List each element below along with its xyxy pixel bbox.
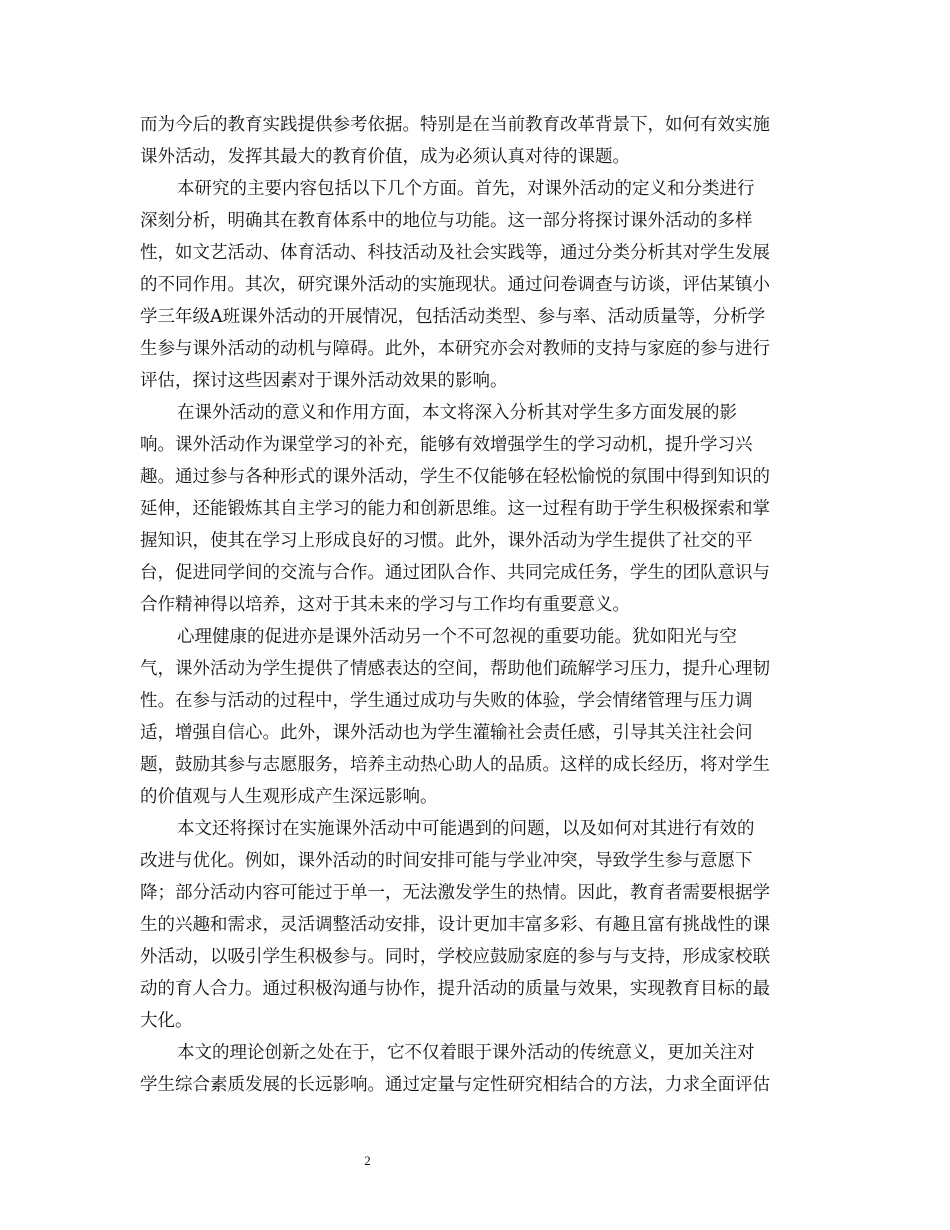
text-line: 趣。通过参与各种形式的课外活动，学生不仅能够在轻松愉悦的氛围中得到知识的 xyxy=(140,467,770,487)
text-line: 气，课外活动为学生提供了情感表达的空间，帮助他们疏解学习压力，提升心理韧 xyxy=(140,659,770,679)
text-line: 深刻分析，明确其在教育体系中的地位与功能。这一部分将探讨课外活动的多样 xyxy=(140,211,753,231)
text-line: 大化。 xyxy=(140,1011,193,1031)
text-line: 本文的理论创新之处在于，它不仅着眼于课外活动的传统意义，更加关注对 xyxy=(177,1043,755,1063)
text-line: 而为今后的教育实践提供参考依据。特别是在当前教育改革背景下，如何有效实施 xyxy=(140,115,770,135)
text-line: 课外活动，发挥其最大的教育价值，成为必须认真对待的课题。 xyxy=(140,147,630,167)
text-line: 延伸，还能锻炼其自主学习的能力和创新思维。这一过程有助于学生积极探索和掌 xyxy=(140,499,770,519)
text-line: 性，如文艺活动、体育活动、科技活动及社会实践等，通过分类分析其对学生发展 xyxy=(140,243,770,263)
text-line: 学生综合素质发展的长远影响。通过定量与定性研究相结合的方法，力求全面评估 xyxy=(140,1075,770,1095)
text-line: 本研究的主要内容包括以下几个方面。首先，对课外活动的定义和分类进行 xyxy=(177,179,755,199)
text-line: 响。课外活动作为课堂学习的补充，能够有效增强学生的学习动机，提升学习兴 xyxy=(140,435,753,455)
text-line: 在课外活动的意义和作用方面，本文将深入分析其对学生多方面发展的影 xyxy=(177,403,737,423)
text-line: 生参与课外活动的动机与障碍。此外，本研究亦会对教师的支持与家庭的参与进行 xyxy=(140,339,770,359)
text-line: 评估，探讨这些因素对于课外活动效果的影响。 xyxy=(140,371,508,391)
text-line: 合作精神得以培养，这对于其未来的学习与工作均有重要意义。 xyxy=(140,595,630,615)
text-line: 学三年级A班课外活动的开展情况，包括活动类型、参与率、活动质量等，分析学 xyxy=(140,307,766,327)
text-line: 适，增强自信心。此外，课外活动也为学生灌输社会责任感，引导其关注社会问 xyxy=(140,723,753,743)
page-number: 2 xyxy=(364,1153,371,1168)
text-line: 的价值观与人生观形成产生深远影响。 xyxy=(140,787,438,807)
text-line: 台，促进同学间的交流与合作。通过团队合作、共同完成任务，学生的团队意识与 xyxy=(140,563,770,583)
text-line: 握知识，使其在学习上形成良好的习惯。此外，课外活动为学生提供了社交的平 xyxy=(140,531,753,551)
text-line: 外活动，以吸引学生积极参与。同时，学校应鼓励家庭的参与与支持，形成家校联 xyxy=(140,947,770,967)
text-line: 心理健康的促进亦是课外活动另一个不可忽视的重要功能。犹如阳光与空 xyxy=(177,627,737,647)
text-line: 本文还将探讨在实施课外活动中可能遇到的问题，以及如何对其进行有效的 xyxy=(177,819,755,839)
text-line: 性。在参与活动的过程中，学生通过成功与失败的体验，学会情绪管理与压力调 xyxy=(140,691,753,711)
text-line: 动的育人合力。通过积极沟通与协作，提升活动的质量与效果，实现教育目标的最 xyxy=(140,979,770,999)
text-line: 降；部分活动内容可能过于单一，无法激发学生的热情。因此，教育者需要根据学 xyxy=(140,883,770,903)
text-line: 改进与优化。例如，课外活动的时间安排可能与学业冲突，导致学生参与意愿下 xyxy=(140,851,753,871)
text-line: 题，鼓励其参与志愿服务，培养主动热心助人的品质。这样的成长经历，将对学生 xyxy=(140,755,770,775)
text-line: 的不同作用。其次，研究课外活动的实施现状。通过问卷调查与访谈，评估某镇小 xyxy=(140,275,770,295)
text-line: 生的兴趣和需求，灵活调整活动安排，设计更加丰富多彩、有趣且富有挑战性的课 xyxy=(140,915,770,935)
